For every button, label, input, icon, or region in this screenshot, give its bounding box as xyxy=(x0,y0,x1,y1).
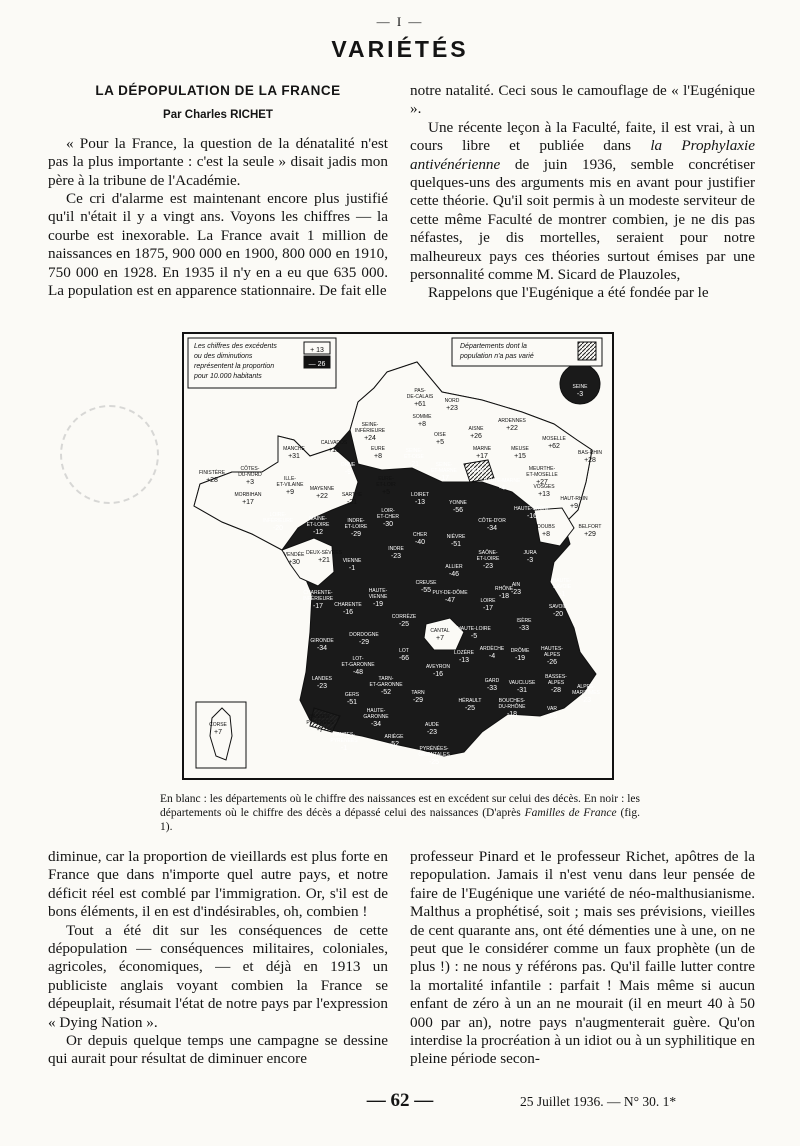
department-name: ET-MARNE xyxy=(431,468,457,474)
page-number: — 62 — xyxy=(366,1090,434,1111)
department-name: HAUTE-SAÔNE xyxy=(513,506,551,512)
legend-minus-label: — 26 xyxy=(308,361,326,368)
department-name: NIÈVRE xyxy=(446,534,466,540)
department-name: GERS xyxy=(344,692,360,698)
department-name: ALPES xyxy=(543,652,561,658)
department-name: LANDES xyxy=(311,676,333,682)
department-value: +5 xyxy=(382,489,390,496)
department-value: +8 xyxy=(542,531,550,538)
department-value: -25 xyxy=(428,759,440,766)
department-value: +22 xyxy=(506,425,518,432)
department-name: SEINE- xyxy=(361,422,379,428)
department-value: +28 xyxy=(584,457,596,464)
department-name: TARN- xyxy=(378,676,394,682)
department-value: -29 xyxy=(358,639,370,646)
paragraph: notre natalité. Ceci sous le camouflage de « l'Eugénique ». xyxy=(410,82,755,118)
department-value: -48 xyxy=(352,669,364,676)
department-value: -20 xyxy=(552,611,564,618)
department-value: -13 xyxy=(458,657,470,664)
department-name: ALPES- xyxy=(577,684,595,690)
department-value: -56 xyxy=(452,507,464,514)
department-name: CREUSE xyxy=(415,580,437,586)
paragraph: Ce cri d'alarme est maintenant encore plus justifié qu'il n'était il y a vingt ans. Voyons les chiffres — la courbe est inexorable. La France avait 1 million de naissances en 1875, 900 000 en 1900, 800 000 en 1910, 750 000 en 1928. En 1935 il n'y en a eu que 635 000. La population est en apparence stationnaire. De fait elle xyxy=(48,190,388,300)
department-name: ORNE xyxy=(340,462,356,468)
paragraph: Rappelons que l'Eugénique a été fondée par le xyxy=(428,284,709,302)
article-author: Par Charles RICHET xyxy=(163,109,273,122)
department-value: -34 xyxy=(370,721,382,728)
department-value: -17 xyxy=(482,605,494,612)
department-name: FINISTÈRE xyxy=(198,470,226,476)
department-name: VOSGES xyxy=(533,484,555,490)
department-value: +31 xyxy=(288,453,300,460)
department-value: +13 xyxy=(328,447,340,454)
department-label xyxy=(547,706,557,720)
department-value: -66 xyxy=(398,655,410,662)
department-value: +28 xyxy=(206,477,218,484)
department-value: -19 xyxy=(514,655,526,662)
department-name: ET-VILAINE xyxy=(276,482,304,488)
department-label xyxy=(468,426,484,440)
department-name: MARITIMES xyxy=(572,690,600,696)
department-value: +17 xyxy=(476,453,488,460)
department-name: VAUCLUSE xyxy=(508,680,536,686)
department-value: -3 xyxy=(526,557,534,564)
department-name: INDRE xyxy=(388,546,404,552)
department-name: LOIR- xyxy=(381,508,395,514)
department-label xyxy=(471,468,485,474)
department-name: DEUX-SÈVRES xyxy=(306,550,342,556)
department-value: -26 xyxy=(546,659,558,666)
department-name: GIRONDE xyxy=(310,638,334,644)
department-name: AUBE xyxy=(471,468,485,474)
department-name: CORSE xyxy=(209,722,227,728)
department-name: ET-GARONNE xyxy=(341,662,375,668)
department-name: ARDÈCHE xyxy=(479,646,505,652)
department-value: +61 xyxy=(414,401,426,408)
department-name: SEINE xyxy=(572,384,588,390)
department-value: +9 xyxy=(286,489,294,496)
department-value: -33 xyxy=(486,685,498,692)
department-name: CANTAL xyxy=(430,628,450,634)
department-name: HAUTE- xyxy=(552,578,572,584)
department-name: ET-OISE xyxy=(404,454,424,460)
department-name: SEINE- xyxy=(435,462,453,468)
department-name: ILLE- xyxy=(284,476,296,482)
department-name: ISÈRE xyxy=(516,618,532,624)
department-name: DE-CALAIS xyxy=(406,394,434,400)
department-value: -52 xyxy=(380,689,392,696)
caption-text xyxy=(160,792,640,834)
legend-left-line: Les chiffres des excédents xyxy=(194,343,277,350)
department-value: -21 xyxy=(408,461,420,468)
department-name: AIN xyxy=(511,582,521,588)
department-name: SEINE- xyxy=(405,448,423,454)
department-value: -3 xyxy=(576,391,584,398)
department-name: CÔTES- xyxy=(240,466,260,472)
department-name: PAS- xyxy=(414,388,426,394)
legend-plus-label: + 13 xyxy=(310,347,324,354)
department-name: LOIRE- xyxy=(269,512,287,518)
department-value: +7 xyxy=(436,635,444,642)
department-value: -23 xyxy=(482,563,494,570)
department-name: ET-LOIR xyxy=(376,482,396,488)
department-name: JURA xyxy=(523,550,537,556)
department-name: MOSELLE xyxy=(542,436,566,442)
department-name: AUDE xyxy=(425,722,439,728)
department-name: MEUSE xyxy=(511,446,529,452)
department-value: -16 xyxy=(432,671,444,678)
department-value: -17 xyxy=(438,475,450,482)
article-title: LA DÉPOPULATION DE LA FRANCE xyxy=(95,83,341,98)
department-name: LOIRET xyxy=(410,492,430,498)
department-label xyxy=(399,648,409,662)
legend-right-line: Départements dont la xyxy=(460,343,527,350)
department-name: HAUTE- xyxy=(368,588,388,594)
department-name: BASSES- xyxy=(545,674,567,680)
department-value: +24 xyxy=(364,435,376,442)
department-value: -18 xyxy=(506,711,518,718)
department-name: DU-RHÔNE xyxy=(498,704,526,710)
department-name: ET-GARONNE xyxy=(369,682,403,688)
figure-caption xyxy=(160,792,640,834)
department-name: MAINE- xyxy=(309,516,327,522)
department-name: SAVOIE xyxy=(548,604,568,610)
department-name: HAUTE-LOIRE xyxy=(457,626,491,632)
department-value: +17 xyxy=(242,499,254,506)
department-value: -5 xyxy=(470,633,478,640)
department-value: -16 xyxy=(526,513,538,520)
department-value: -29 xyxy=(350,531,362,538)
department-value: +8 xyxy=(374,453,382,460)
department-name: AISNE xyxy=(468,426,484,432)
department-name: LOIRE xyxy=(480,598,496,604)
department-value: -34 xyxy=(316,645,328,652)
department-value: +7 xyxy=(214,729,222,736)
department-name: INFÉRIEURE xyxy=(354,428,386,434)
department-name: ET-MOSELLE xyxy=(526,472,558,478)
department-label xyxy=(411,690,425,704)
department-name: ET-LOIRE xyxy=(306,522,330,528)
department-name: SARTHE xyxy=(341,492,363,498)
department-label xyxy=(445,398,460,412)
department-value: +3 xyxy=(246,479,254,486)
caption-line: (D'après xyxy=(482,807,525,819)
department-value: -26 xyxy=(546,713,558,720)
department-value: -23 xyxy=(510,589,522,596)
department-name: MEURTHE- xyxy=(528,466,556,472)
department-value: -55 xyxy=(420,587,432,594)
department-value: +9 xyxy=(570,503,578,510)
department-value: -51 xyxy=(346,699,358,706)
legend-right-line: population n'a pas varié xyxy=(460,353,534,360)
department-value: +26 xyxy=(470,433,482,440)
department-name: BELFORT xyxy=(578,524,602,530)
department-value: -20 xyxy=(272,525,284,532)
department-name: SOMME xyxy=(412,414,432,420)
department-value: -40 xyxy=(414,539,426,546)
department-value: -1 xyxy=(340,745,348,752)
department-name: LOZÈRE xyxy=(453,650,475,656)
issue-date: 25 Juillet 1936. — N° 30. 1* xyxy=(520,1094,677,1109)
department-name: BASSES- xyxy=(309,714,331,720)
department-name: RHÔNE xyxy=(494,586,514,592)
department-value: +29 xyxy=(584,531,596,538)
legend-left-line: ou des diminutions xyxy=(194,353,253,360)
department-value: -52 xyxy=(388,741,400,748)
text-run: de juin 1936, semble concrétiser quelques-uns des arguments mis en avant pour justifier cette théorie. Qu'il soit permis à un modeste serviteur de cette même Faculté de montrer combien, je ne dis pas néfastes, je dis mortelles, seraient pour notre malheureux pays ces théories surtout émises par une personnalité comme M. Sicard de Plauzoles, xyxy=(410,155,755,284)
department-name: HAUTES- xyxy=(333,732,355,738)
paragraph: professeur Pinard et le professeur Richet, apôtres de la repopulation. Jamais il n'est venu dans leur pensée de faire de l'Eugénique une variété de néo-malthusianisme. Malthus a prophétisé, soit ; mais ses prévisions, vieilles de cent quarante ans, ont été démenties une à une, on ne peut que le considérer comme un faux prophète (un de plus !) : ne nous y référons pas. Qu'il faille lutter contre la mortalité infantile : parfait ! Mais même si aucun enfant de zéro à un an ne mourait (il en meurt 40 à 50 000 par an), notre pays n'augmenterait guère. Qu'on interdise la procréation à un idiot ou à un syphilitique en pleine période secon- xyxy=(410,848,755,1068)
department-name: DRÔME xyxy=(510,648,530,654)
department-name: CORRÈZE xyxy=(391,614,417,620)
department-value: +15 xyxy=(514,453,526,460)
department-value: +22 xyxy=(316,493,328,500)
department-name: OISE xyxy=(434,432,446,438)
department-value: +23 xyxy=(446,405,458,412)
department-name: VIENNE xyxy=(368,594,388,600)
department-name: ARDENNES xyxy=(498,418,526,424)
journal-title: la Prophylaxie antivénérienne xyxy=(410,137,755,173)
department-name: ET-LOIRE xyxy=(344,524,368,530)
department-value: +62 xyxy=(548,443,560,450)
department-name: EURE- xyxy=(378,476,394,482)
france-map xyxy=(182,332,614,780)
department-name: PUY-DE-DÔME xyxy=(432,590,468,596)
caption-line: (fig. 1). xyxy=(160,807,641,833)
department-value: +30 xyxy=(288,559,300,566)
department-value: -12 xyxy=(312,529,324,536)
department-name: GARD xyxy=(484,678,500,684)
department-value: -16 xyxy=(342,609,354,616)
department-value: -1 xyxy=(558,591,566,598)
department-name: ARIÈGE xyxy=(384,734,404,740)
department-value: -23 xyxy=(390,553,402,560)
department-name: DU-NORD xyxy=(238,472,262,478)
department-name: INFÉRIEURE xyxy=(262,518,294,524)
department-name: CHARENTE- xyxy=(303,590,333,596)
department-name: MANCHE xyxy=(283,446,305,452)
department-value: -33 xyxy=(518,625,530,632)
page-marker: — I — xyxy=(376,14,424,29)
department-value: -34 xyxy=(486,525,498,532)
paragraph: diminue, car la proportion de vieillards est plus forte en France que dans n'importe quel autre pays, et notre déficit réel est comblé par l'immigration. Or, s'il est de bons éléments, il en est d'indésirables, oh, combien ! xyxy=(48,848,388,921)
department-name: AVEYRON xyxy=(425,664,451,670)
department-name: NORD xyxy=(444,398,460,404)
legend-left-line: représentent la proportion xyxy=(194,363,275,370)
department-value: -47 xyxy=(444,597,456,604)
department-name: DOUBS xyxy=(537,524,555,530)
department-name: CALVADOS xyxy=(320,440,348,446)
department-name: VIENNE xyxy=(342,558,362,564)
department-value: -30 xyxy=(382,521,394,528)
department-value: -23 xyxy=(580,697,592,704)
department-value: -4 xyxy=(488,653,496,660)
paragraph: « Pour la France, la question de la dénatalité n'est pas la plus importante : c'est la seule » disait jadis mon père à la tribune de l'Académie. xyxy=(48,134,388,189)
department-name: EURE xyxy=(371,446,385,452)
column-bottom-left xyxy=(48,848,388,1069)
paragraph: Or depuis quelque temps une campagne se dessine qui aurait pour résultat de diminuer encore xyxy=(48,1032,388,1068)
department-name: PYRÉNÉES xyxy=(306,720,334,726)
department-value: +8 xyxy=(418,421,426,428)
department-name: ALPES xyxy=(547,680,565,686)
department-name: ORIENTALES xyxy=(418,752,450,758)
department-name: LOT- xyxy=(352,656,364,662)
department-name: MARNE xyxy=(472,446,492,452)
department-name: CÔTE-D'OR xyxy=(478,518,506,524)
department-name: SAVOIE xyxy=(552,584,572,590)
caption-source: Familles de France xyxy=(524,807,617,819)
text-run: Une récente leçon à la Faculté, faite, il est vrai, à un cours libre et publiée dans xyxy=(410,118,755,155)
department-name: TARN xyxy=(411,690,425,696)
library-stamp xyxy=(60,405,159,504)
map-figure xyxy=(182,332,614,780)
legend-hatch-swatch xyxy=(578,342,596,360)
department-name: VAR xyxy=(547,706,557,712)
department-name: MAYENNE xyxy=(309,486,335,492)
department-name: GARONNE xyxy=(363,714,389,720)
department-value: -21 xyxy=(346,499,358,506)
department-value: -13 xyxy=(414,499,426,506)
department-name: HAUTE-MARNE xyxy=(483,478,521,484)
department-value: -29 xyxy=(412,697,424,704)
department-value: -18 xyxy=(498,593,510,600)
department-value: -9 xyxy=(344,469,352,476)
department-name: HAUT-RHIN xyxy=(560,496,588,502)
department-name: HÉRAULT xyxy=(458,698,482,704)
department-name: DORDOGNE xyxy=(349,632,379,638)
paragraph xyxy=(410,119,755,285)
department-name: PYRÉNÉES xyxy=(330,738,358,744)
department-value: -1 xyxy=(348,565,356,572)
department-name: VENDÉE xyxy=(283,552,305,558)
department-value: -7 xyxy=(316,727,324,734)
paragraph: Tout a été dit sur les conséquences de cette dépopulation — conséquences militaires, coloniales, agricoles, économiques, — et déjà en 1913 un publiciste anglais voyant combien la France se dépeuplait, résumait l'état de notre pays par l'expression « Dying Nation ». xyxy=(48,921,388,1031)
department-value: -31 xyxy=(516,687,528,694)
department-value: -25 xyxy=(464,705,476,712)
department-name: ET-LOIRE xyxy=(476,556,500,562)
department-name: LOT xyxy=(399,648,409,654)
department-name: BAS-RHIN xyxy=(578,450,602,456)
department-value: -51 xyxy=(450,541,462,548)
department-name: ALLIER xyxy=(445,564,463,570)
department-value: -23 xyxy=(316,683,328,690)
department-value: +5 xyxy=(436,439,444,446)
department-value: -4 xyxy=(498,485,506,492)
caption-line: En blanc : les départements où le chiffre des naissances est en excédent sur celui des décès. En noir : les départements où le chiffre des décès a dépassé celui des naissances xyxy=(160,793,640,819)
department-value: +13 xyxy=(538,491,550,498)
department-value: -25 xyxy=(398,621,410,628)
department-name: MORBIHAN xyxy=(234,492,262,498)
department-value: +21 xyxy=(318,557,330,564)
legend-left-line: pour 10.000 habitants xyxy=(194,373,262,380)
department-value: -28 xyxy=(550,687,562,694)
department-name: CHARENTE xyxy=(334,602,362,608)
column-top-right xyxy=(410,82,755,303)
department-name: BOUCHES- xyxy=(498,698,526,704)
department-name: HAUTE- xyxy=(366,708,386,714)
department-name: HAUTES- xyxy=(541,646,563,652)
department-name: PYRÉNÉES- xyxy=(419,746,449,752)
department-name: CHER xyxy=(412,532,428,538)
department-value: -19 xyxy=(372,601,384,608)
column-top-left xyxy=(48,82,388,300)
column-bottom-right xyxy=(410,848,755,1069)
department-value: -17 xyxy=(312,603,324,610)
department-value: +27 xyxy=(536,479,548,486)
department-value: -46 xyxy=(448,571,460,578)
department-name: SAÔNE- xyxy=(478,550,498,556)
department-name: INFÉRIEURE xyxy=(302,596,334,602)
department-name: YONNE xyxy=(449,500,467,506)
department-name: INDRE- xyxy=(347,518,365,524)
department-name: ET-CHER xyxy=(377,514,399,520)
department-value: -23 xyxy=(426,729,438,736)
section-title: VARIÉTÉS xyxy=(331,36,469,62)
